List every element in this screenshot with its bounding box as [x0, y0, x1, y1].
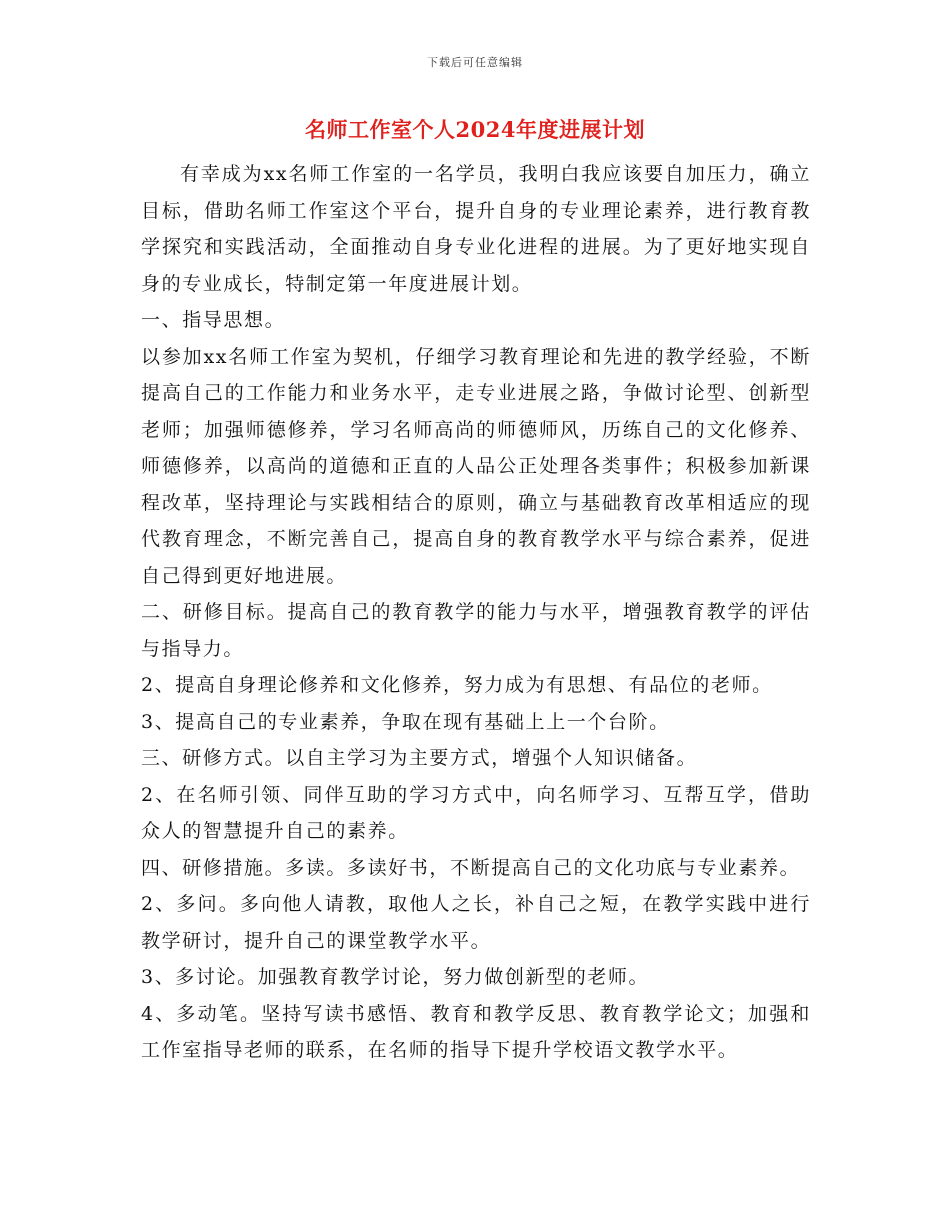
study-measures-item-2: 2、多问。多向他人请教，取他人之长，补自己之短，在教学实践中进行教学研讨，提升自己的课堂教学水平。: [141, 893, 811, 952]
study-goals-item-2: 2、提高自身理论修养和文化修养，努力成为有思想、有品位的老师。: [141, 674, 773, 696]
study-measures-item-3: 3、多讨论。加强教育教学讨论，努力做创新型的老师。: [141, 966, 650, 988]
study-goals-item-3: 3、提高自己的专业素养，争取在现有基础上上一个台阶。: [141, 710, 670, 733]
study-measures-paragraph: 四、研修措施。多读。多读好书，不断提高自己的文化功底与专业素养。: [141, 856, 801, 879]
study-goals-paragraph: 二、研修目标。提高自己的教育教学的能力与水平，增强教育教学的评估与指导力。: [141, 601, 811, 660]
header-note: 下载后可任意编辑: [427, 56, 523, 69]
study-methods-item-2: 2、在名师引领、同伴互助的学习方式中，向名师学习、互帮互学，借助众人的智慧提升自己的素养。: [141, 783, 811, 842]
section-heading-guiding-thought: 一、指导思想。: [141, 309, 286, 331]
document-title: 名师工作室个人2024年度进展计划: [305, 117, 645, 142]
guiding-thought-paragraph: 以参加xx名师工作室为契机，仔细学习教育理论和先进的教学经验，不断提高自己的工作能力和业务水平，走专业进展之路，争做讨论型、创新型老师；加强师德修养，学习名师高尚的师德师风，历练自己的文化修养、师德修养，以高尚的道德和正直的人品公正处理各类事件；积极参加新课程改革，坚持理论与实践相结合的原则，确立与基础教育改革相适应的现代教育理念，不断完善自己，提高自身的教育教学水平与综合素养，促进自己得到更好地进展。: [141, 345, 811, 587]
study-methods-paragraph: 三、研修方式。以自主学习为主要方式，增强个人知识储备。: [141, 747, 698, 769]
study-measures-item-4: 4、多动笔。坚持写读书感悟、教育和教学反思、教育教学论文；加强和工作室指导老师的联系，在名师的指导下提升学校语文教学水平。: [141, 1002, 811, 1061]
document-body: [141, 156, 811, 1069]
intro-paragraph: 有幸成为xx名师工作室的一名学员，我明白我应该要自加压力，确立目标，借助名师工作室这个平台，提升自身的专业理论素养，进行教育教学探究和实践活动，全面推动自身专业化进程的进展。为了更好地实现自身的专业成长，特制定第一年度进展计划。: [141, 163, 811, 295]
